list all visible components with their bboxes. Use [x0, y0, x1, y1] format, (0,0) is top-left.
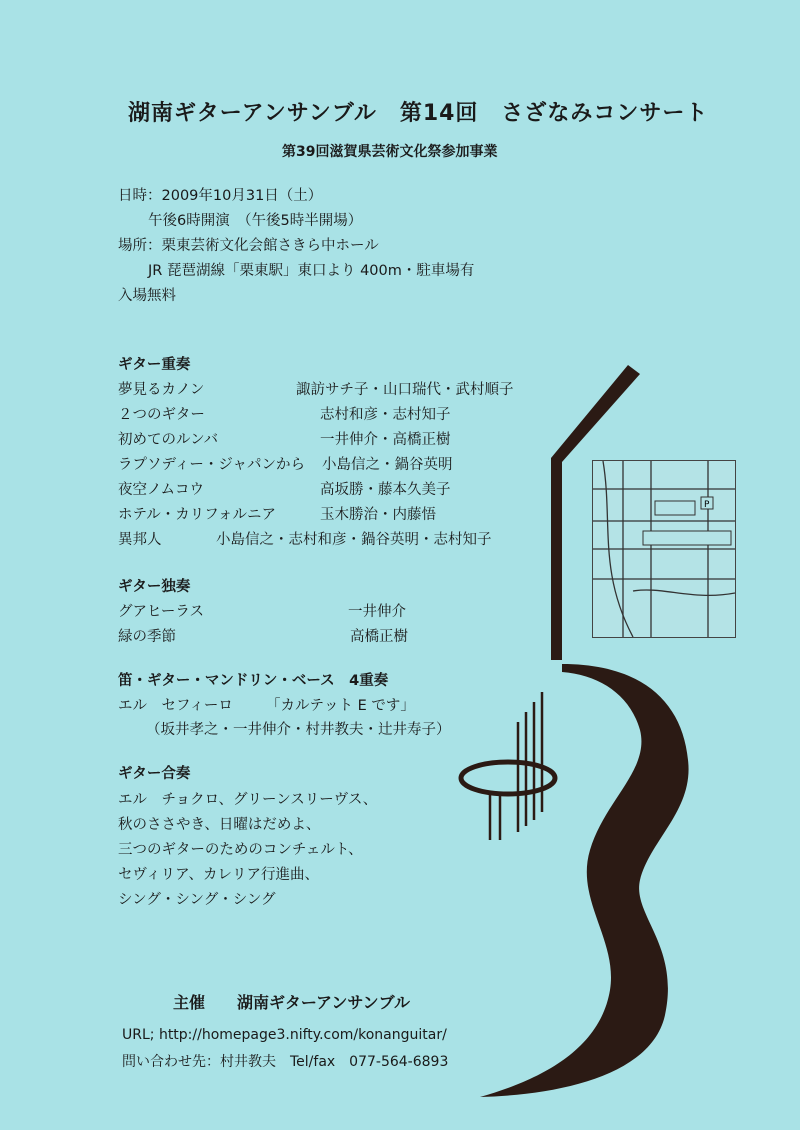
map-roads	[593, 461, 735, 637]
date-line	[118, 184, 322, 205]
quartet-members: （坂井孝之・一井伸介・村井教夫・辻井寿子）	[146, 722, 451, 738]
section-heading: ギター独奏	[118, 579, 191, 595]
program-piece: 異邦人	[118, 532, 162, 548]
date-label: 日時：	[118, 188, 162, 204]
program-performers: 小島信之・鍋谷英明	[322, 457, 453, 473]
program-performers: 「カルテット E です」	[266, 698, 415, 714]
access-map	[592, 460, 736, 638]
place-label: 場所：	[118, 238, 162, 254]
ensemble-line: シング・シング・シング	[118, 892, 276, 908]
program-piece: 夜空ノムコウ	[118, 482, 204, 498]
place-line	[118, 234, 379, 255]
page-subtitle: 第39回滋賀県芸術文化祭参加事業	[282, 144, 498, 160]
ensemble-line: 三つのギターのためのコンチェルト、	[118, 842, 363, 858]
ensemble-line: セヴィリア、カレリア行進曲、	[118, 867, 319, 883]
section-heading: ギター合奏	[118, 766, 191, 782]
program-performers: 志村和彦・志村知子	[320, 407, 451, 423]
program-performers: 一井伸介	[348, 604, 406, 620]
program-performers: 諏訪サチ子・山口瑞代・武村順子	[296, 382, 514, 398]
program-performers: 高橋正樹	[350, 629, 408, 645]
admission-line: 入場無料	[118, 288, 176, 304]
program-piece: 緑の季節	[118, 629, 176, 645]
page-title: 湖南ギターアンサンブル 第14回 さざなみコンサート	[128, 101, 709, 126]
program-performers: 小島信之・志村和彦・鍋谷英明・志村知子	[216, 532, 492, 548]
contact-info: 問い合わせ先：村井教夫 Tel/fax 077-564-6893	[122, 1054, 449, 1070]
section-heading: 笛・ギター・マンドリン・ベース 4重奏	[118, 673, 389, 689]
program-piece: 初めてのルンバ	[118, 432, 219, 448]
ensemble-line: 秋のささやき、日曜はだめよ、	[118, 817, 321, 833]
program-piece: ホテル・カリフォルニア	[118, 507, 277, 523]
ensemble-line: エル チョクロ、グリーンスリーヴス、	[118, 792, 378, 808]
section-heading: ギター重奏	[118, 357, 191, 373]
program-performers: 一井伸介・高橋正樹	[320, 432, 451, 448]
program-piece: ラプソディー・ジャパンから	[118, 457, 306, 473]
organizer: 主催 湖南ギターアンサンブル	[173, 993, 410, 1012]
program-performers: 玉木勝治・内藤悟	[320, 507, 436, 523]
program-performers: 高坂勝・藤本久美子	[320, 482, 451, 498]
date-value: 2009年10月31日（土）	[161, 188, 323, 204]
program-piece: ２つのギター	[118, 407, 205, 423]
svg-text:P: P	[704, 500, 710, 510]
access-line: JR 琵琶湖線「栗東駅」東口より 400m・駐車場有	[148, 263, 475, 279]
program-piece: エル セフィーロ	[118, 698, 233, 714]
time-line: 午後6時開演 （午後5時半開場）	[148, 213, 363, 229]
program-piece: グアヒーラス	[118, 604, 204, 620]
place-value: 栗東芸術文化会館さきら中ホール	[161, 238, 379, 254]
program-piece: 夢見るカノン	[118, 382, 205, 398]
website-url: URL; http://homepage3.nifty.com/konanguitar/	[122, 1027, 447, 1043]
